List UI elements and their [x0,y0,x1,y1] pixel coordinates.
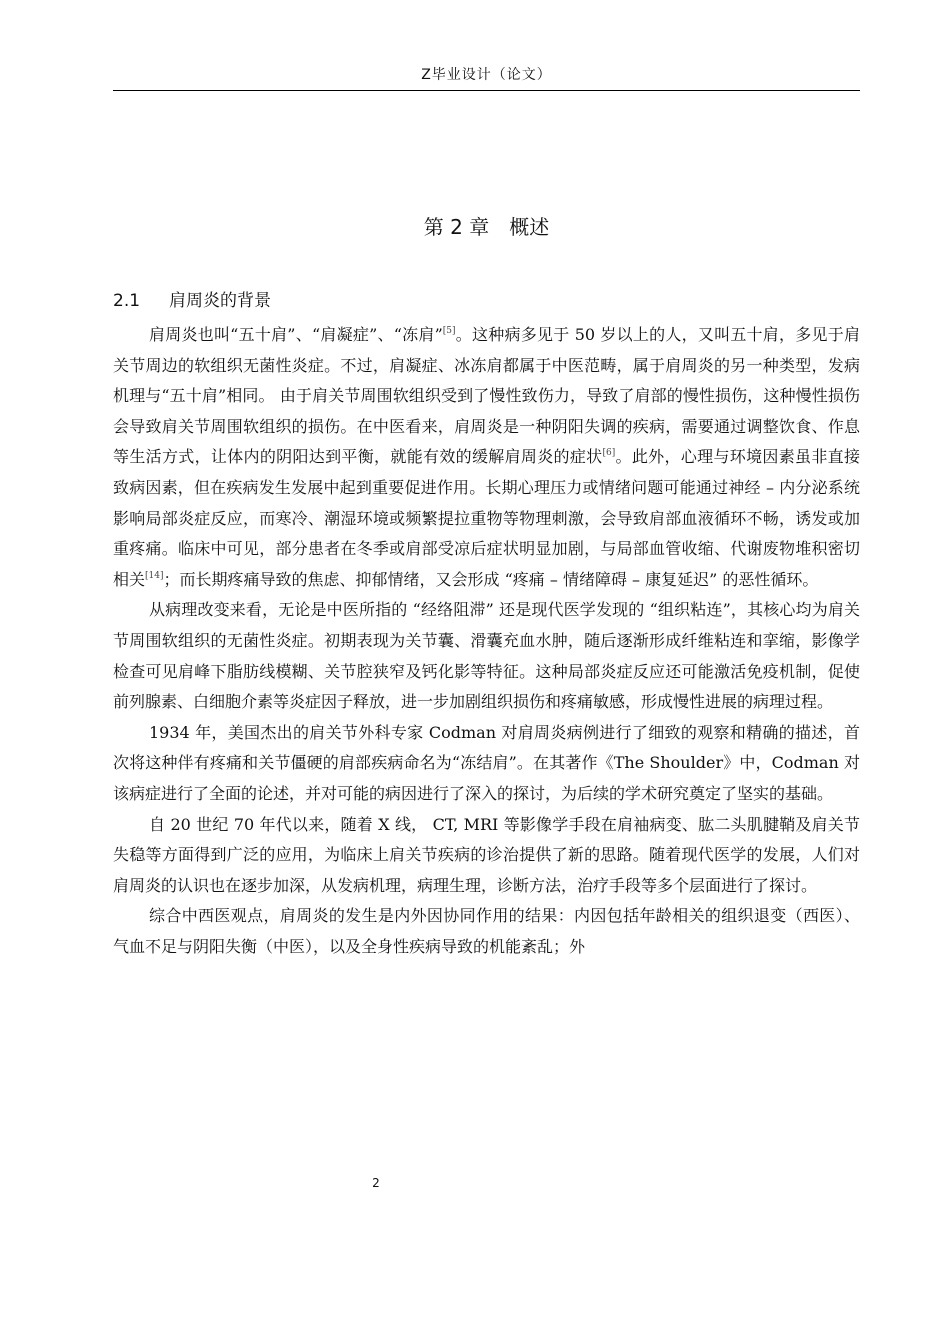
citation-5[interactable]: [5] [442,326,456,336]
section-heading [113,286,271,311]
paragraph-3: 1934 年，美国杰出的肩关节外科专家 Codman 对肩周炎病例进行了细致的观察和精确的描述，首次将这种伴有疼痛和关节僵硬的肩部疾病命名为“冻结肩”。在其著作《The Shoulder》中，Codman 对该病症进行了全面的论述，并对可能的病因进行了深入的探讨，为后续的学术研究奠定了坚实的基础。 [113,722,860,803]
body-text [113,320,860,962]
paragraph-1-text-c: 。此外，心理与环境因素虽非直接致病因素，但在疾病发生发展中起到重要促进作用。长期心理压力或情绪问题可能通过神经 – 内分泌系统影响局部炎症反应，而寒冷、潮湿环境或频繁提拉重物等物理刺激，会导致肩部血液循环不畅，诱发或加重疼痛。临床中可见，部分患者在冬季或肩部受凉后症状明显加剧，与局部血管收缩、代谢废物堆积密切相关 [113,447,860,589]
paragraph-2: 从病理改变来看，无论是中医所指的 “经络阻滞” 还是现代医学发现的 “组织粘连”，其核心均为肩关节周围软组织的无菌性炎症。初期表现为关节囊、滑囊充血水肿，随后逐渐形成纤维粘连和挛缩，影像学检查可见肩峰下脂肪线模糊、关节腔狭窄及钙化影等特征。这种局部炎症反应还可能激活免疫机制，促使前列腺素、白细胞介素等炎症因子释放，进一步加剧组织损伤和疼痛敏感，形成慢性进展的病理过程。 [113,600,860,712]
section-number: 2.1 [113,291,141,311]
citation-14[interactable]: [14] [145,570,164,581]
running-header: Z毕业设计（论文） [421,67,552,83]
paragraph-1 [113,320,860,595]
paragraph-5: 综合中西医观点，肩周炎的发生是内外因协同作用的结果：内因包括年龄相关的组织退变（西医）、气血不足与阴阳失衡（中医），以及全身性疾病导致的机能紊乱；外 [113,906,860,956]
paragraph-4: 自 20 世纪 70 年代以来，随着 X 线， CT, MRI 等影像学手段在肩袖病变、肱二头肌腱鞘及肩关节失稳等方面得到广泛的应用，为临床上肩关节疾病的诊治提供了新的思路。随着现代医学的发展，人们对肩周炎的认识也在逐步加深，从发病机理，病理生理，诊断方法，治疗手段等多个层面进行了探讨。 [113,814,860,895]
chapter-title: 第 2 章 概述 [423,215,550,239]
header-divider [113,90,860,91]
paragraph-1-text-b: 。这种病多见于 50 岁以上的人，又叫五十肩，多见于肩关节周边的软组织无菌性炎症。不过，肩凝症、冰冻肩都属于中医范畴，属于肩周炎的另一种类型，发病机理与“五十肩”相同。 由于肩关节周围软组织受到了慢性致伤力，导致了肩部的慢性损伤，这种慢性损伤会导致肩关节周围软组织的损伤。在中医看来，肩周炎是一种阴阳失调的疾病，需要通过调整饮食、作息等生活方式，让体内的阴阳达到平衡，就能有效的缓解肩周炎的症状 [113,325,860,467]
paragraph-1-text-d: ；而长期疼痛导致的焦虑、抑郁情绪，又会形成 “疼痛 – 情绪障碍 – 康复延迟” 的恶性循环。 [163,569,819,589]
page-number: 2 [372,1176,380,1190]
citation-6[interactable]: [6] [602,448,616,459]
section-title: 肩周炎的背景 [169,291,271,311]
paragraph-1-text-a: 肩周炎也叫“五十肩”、“肩凝症”、“冻肩” [149,325,443,344]
